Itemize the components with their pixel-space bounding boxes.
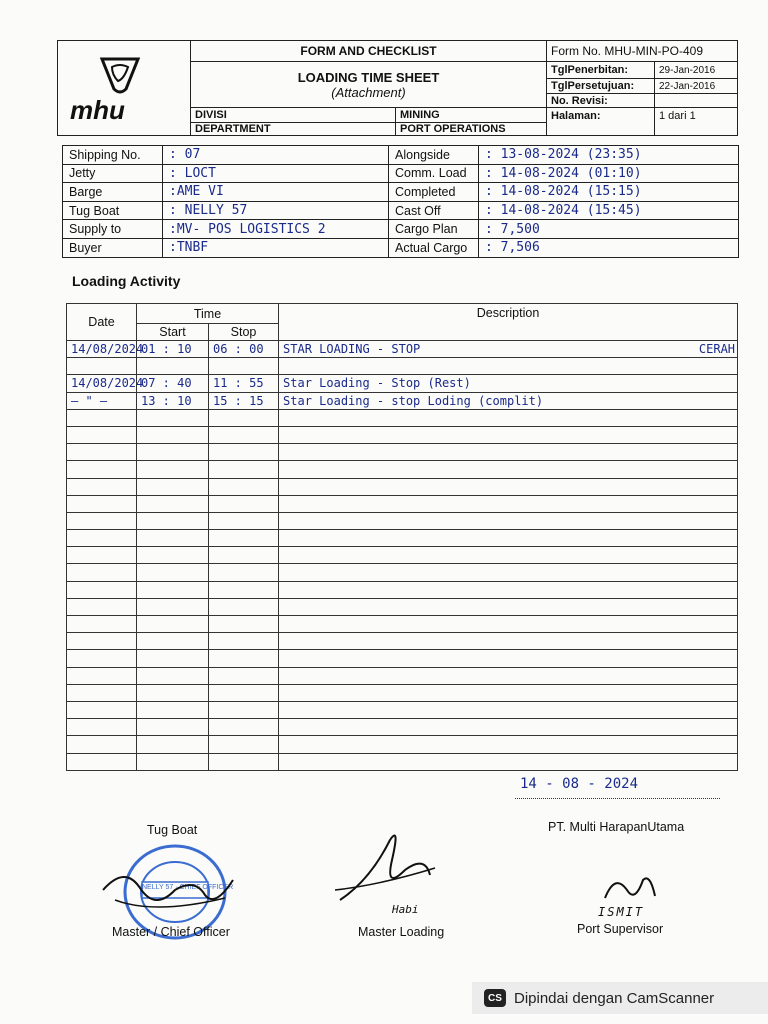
table-row	[67, 375, 738, 392]
info-right-label: Alongside	[389, 146, 479, 165]
table-row	[67, 426, 738, 443]
activity-start-cell	[137, 495, 209, 512]
activity-date-cell	[67, 684, 137, 701]
activity-start-cell	[137, 633, 209, 650]
activity-stop-cell	[209, 581, 279, 598]
table-row	[67, 598, 738, 615]
info-row	[63, 164, 739, 183]
activity-date-cell: 14/08/2024	[67, 341, 137, 358]
divisi-label: DIVISI	[195, 109, 227, 121]
activity-date-cell	[67, 512, 137, 529]
info-right-label: Completed	[389, 183, 479, 202]
divisi-dept-labels	[191, 108, 396, 136]
info-row	[63, 146, 739, 165]
activity-stop-cell	[209, 426, 279, 443]
activity-date-cell	[67, 650, 137, 667]
info-right-value: : 7,506	[479, 238, 739, 257]
department-label: DEPARTMENT	[191, 122, 395, 135]
stamp-text: NELLY 57 · CHIEF OFFICER	[142, 884, 234, 891]
activity-description-cell	[279, 358, 738, 375]
info-right-label: Comm. Load	[389, 164, 479, 183]
activity-stop-cell	[209, 461, 279, 478]
activity-description-cell	[279, 341, 738, 358]
form-number: Form No. MHU-MIN-PO-409	[547, 41, 738, 62]
table-row	[67, 564, 738, 581]
halaman-value: 1 dari 1	[655, 108, 738, 136]
activity-start-cell	[137, 547, 209, 564]
port-supervisor-label: Port Supervisor	[577, 922, 664, 936]
activity-description-cell	[279, 461, 738, 478]
tgl-persetujuan-value: 22-Jan-2016	[655, 79, 738, 94]
activity-stop-cell	[209, 736, 279, 753]
activity-note-text: CERAH	[698, 342, 736, 357]
activity-description-cell	[279, 547, 738, 564]
table-row	[67, 341, 738, 358]
activity-description-cell	[279, 753, 738, 770]
tgl-penerbitan-value: 29-Jan-2016	[655, 62, 738, 79]
sheet-title: LOADING TIME SHEET	[297, 69, 440, 85]
activity-date-cell	[67, 530, 137, 547]
activity-stop-cell	[209, 650, 279, 667]
loading-activity-title: Loading Activity	[72, 273, 181, 289]
activity-date-cell	[67, 667, 137, 684]
activity-date-cell	[67, 409, 137, 426]
info-left-value: :AME VI	[163, 183, 389, 202]
table-row	[67, 478, 738, 495]
activity-stop-cell	[209, 633, 279, 650]
activity-date-cell	[67, 736, 137, 753]
table-row	[67, 616, 738, 633]
table-row	[67, 719, 738, 736]
activity-description-cell	[279, 426, 738, 443]
activity-description-cell	[279, 598, 738, 615]
table-row	[67, 358, 738, 375]
info-left-label: Tug Boat	[63, 201, 163, 220]
activity-date-cell	[67, 598, 137, 615]
camscanner-text: Dipindai dengan CamScanner	[514, 989, 715, 1007]
activity-description-cell	[279, 719, 738, 736]
camscanner-watermark	[472, 982, 768, 1014]
col-stop-header: Stop	[209, 324, 279, 341]
activity-stop-cell	[209, 684, 279, 701]
signature-date: 14 - 08 - 2024	[520, 776, 639, 792]
table-row	[67, 753, 738, 770]
activity-description-cell	[279, 564, 738, 581]
activity-description-text: Star Loading - Stop (Rest)	[283, 376, 471, 391]
info-row	[63, 220, 739, 239]
activity-start-cell	[137, 616, 209, 633]
table-row	[67, 530, 738, 547]
activity-stop-cell	[209, 478, 279, 495]
col-time-header: Time	[137, 304, 279, 324]
activity-date-cell	[67, 444, 137, 461]
activity-start-cell	[137, 461, 209, 478]
col-date-header: Date	[67, 304, 137, 341]
department-value: PORT OPERATIONS	[396, 122, 546, 135]
activity-start-cell	[137, 409, 209, 426]
activity-stop-cell	[209, 667, 279, 684]
activity-stop-cell	[209, 530, 279, 547]
sheet-title-cell	[191, 62, 547, 108]
info-left-value: : 07	[163, 146, 389, 165]
activity-date-cell	[67, 753, 137, 770]
activity-stop-cell	[209, 444, 279, 461]
logo-cell	[58, 41, 191, 136]
activity-description-cell	[279, 409, 738, 426]
divisi-value: MINING	[400, 109, 440, 121]
activity-date-cell	[67, 633, 137, 650]
activity-stop-cell	[209, 719, 279, 736]
table-row	[67, 444, 738, 461]
activity-stop-cell: 15 : 15	[209, 392, 279, 409]
activity-date-cell	[67, 616, 137, 633]
table-row	[67, 701, 738, 718]
port-supervisor-signature	[595, 868, 665, 908]
activity-description-text: Star Loading - stop Loding (complit)	[283, 393, 544, 408]
info-left-label: Buyer	[63, 238, 163, 257]
info-left-value: : LOCT	[163, 164, 389, 183]
activity-stop-cell	[209, 564, 279, 581]
form-title: FORM AND CHECKLIST	[191, 41, 547, 62]
table-row	[67, 461, 738, 478]
col-description-header: Description	[279, 304, 738, 341]
company-label: PT. Multi HarapanUtama	[548, 820, 685, 834]
table-row	[67, 667, 738, 684]
info-right-value: : 14-08-2024 (01:10)	[479, 164, 739, 183]
activity-description-cell	[279, 375, 738, 392]
table-row	[67, 512, 738, 529]
activity-date-cell: 14/08/2024	[67, 375, 137, 392]
no-revisi-value	[655, 94, 738, 108]
activity-stop-cell	[209, 616, 279, 633]
activity-start-cell: 07 : 40	[137, 375, 209, 392]
table-row	[67, 547, 738, 564]
info-right-label: Cast Off	[389, 201, 479, 220]
form-header	[57, 40, 738, 136]
activity-start-cell: 01 : 10	[137, 341, 209, 358]
halaman-label: Halaman:	[547, 108, 655, 136]
table-row	[67, 650, 738, 667]
info-left-label: Shipping No.	[63, 146, 163, 165]
activity-stop-cell	[209, 598, 279, 615]
activity-start-cell	[137, 719, 209, 736]
info-left-value: : NELLY 57	[163, 201, 389, 220]
activity-description-cell	[279, 512, 738, 529]
activity-stop-cell	[209, 701, 279, 718]
master-loading-name: Habi	[392, 903, 419, 916]
activity-description-cell	[279, 684, 738, 701]
activity-stop-cell	[209, 547, 279, 564]
info-left-value: :TNBF	[163, 238, 389, 257]
activity-date-cell	[67, 581, 137, 598]
tgl-persetujuan-label: TglPersetujuan:	[547, 79, 655, 94]
activity-description-cell	[279, 392, 738, 409]
shipment-info-table	[62, 145, 739, 258]
activity-start-cell: 13 : 10	[137, 392, 209, 409]
activity-start-cell	[137, 426, 209, 443]
activity-start-cell	[137, 564, 209, 581]
activity-description-cell	[279, 633, 738, 650]
activity-date-cell: — " —	[67, 392, 137, 409]
signature-date-line	[515, 798, 720, 799]
divisi-dept-values	[396, 108, 547, 136]
info-left-value: :MV- POS LOGISTICS 2	[163, 220, 389, 239]
table-row	[67, 409, 738, 426]
info-right-value: : 14-08-2024 (15:15)	[479, 183, 739, 202]
activity-date-cell	[67, 495, 137, 512]
activity-start-cell	[137, 753, 209, 770]
activity-description-cell	[279, 444, 738, 461]
no-revisi-label: No. Revisi:	[547, 94, 655, 108]
table-row	[67, 684, 738, 701]
activity-start-cell	[137, 667, 209, 684]
port-supervisor-name: ISMIT	[598, 905, 645, 919]
activity-date-cell	[67, 547, 137, 564]
activity-stop-cell: 11 : 55	[209, 375, 279, 392]
activity-start-cell	[137, 530, 209, 547]
info-row	[63, 183, 739, 202]
activity-description-cell	[279, 701, 738, 718]
info-left-label: Supply to	[63, 220, 163, 239]
activity-start-cell	[137, 444, 209, 461]
activity-description-cell	[279, 581, 738, 598]
activity-start-cell	[137, 650, 209, 667]
activity-description-cell	[279, 530, 738, 547]
master-loading-signature	[330, 820, 440, 920]
tug-boat-label: Tug Boat	[147, 823, 198, 837]
activity-description-cell	[279, 650, 738, 667]
mhu-logo-icon	[98, 53, 142, 95]
activity-date-cell	[67, 461, 137, 478]
activity-start-cell	[137, 581, 209, 598]
camscanner-icon: CS	[484, 989, 506, 1007]
master-chief-officer-label: Master / Chief Officer	[112, 925, 230, 939]
activity-date-cell	[67, 701, 137, 718]
table-row	[67, 633, 738, 650]
activity-date-cell	[67, 358, 137, 375]
info-right-label: Cargo Plan	[389, 220, 479, 239]
info-left-label: Barge	[63, 183, 163, 202]
activity-stop-cell	[209, 495, 279, 512]
loading-activity-table	[66, 303, 738, 771]
activity-description-cell	[279, 736, 738, 753]
info-row	[63, 201, 739, 220]
table-row	[67, 392, 738, 409]
activity-start-cell	[137, 478, 209, 495]
info-row	[63, 238, 739, 257]
activity-start-cell	[137, 512, 209, 529]
tgl-penerbitan-label: TglPenerbitan:	[547, 62, 655, 79]
activity-description-cell	[279, 478, 738, 495]
info-right-value: : 14-08-2024 (15:45)	[479, 201, 739, 220]
activity-description-cell	[279, 667, 738, 684]
activity-stop-cell	[209, 358, 279, 375]
activity-start-cell	[137, 598, 209, 615]
activity-start-cell	[137, 358, 209, 375]
info-left-label: Jetty	[63, 164, 163, 183]
mhu-logo-text: mhu	[70, 95, 125, 125]
activity-stop-cell	[209, 512, 279, 529]
activity-stop-cell: 06 : 00	[209, 341, 279, 358]
activity-date-cell	[67, 719, 137, 736]
activity-description-cell	[279, 495, 738, 512]
sheet-subtitle: (Attachment)	[331, 84, 406, 100]
info-right-value: : 13-08-2024 (23:35)	[479, 146, 739, 165]
activity-stop-cell	[209, 753, 279, 770]
activity-date-cell	[67, 564, 137, 581]
table-row	[67, 581, 738, 598]
activity-start-cell	[137, 736, 209, 753]
activity-start-cell	[137, 684, 209, 701]
info-right-label: Actual Cargo	[389, 238, 479, 257]
activity-description-text: STAR LOADING - STOP	[283, 342, 421, 357]
activity-stop-cell	[209, 409, 279, 426]
table-row	[67, 736, 738, 753]
info-right-value: : 7,500	[479, 220, 739, 239]
activity-description-cell	[279, 616, 738, 633]
activity-date-cell	[67, 426, 137, 443]
col-start-header: Start	[137, 324, 209, 341]
activity-date-cell	[67, 478, 137, 495]
master-signature	[95, 860, 245, 920]
table-row	[67, 495, 738, 512]
activity-start-cell	[137, 701, 209, 718]
master-loading-label: Master Loading	[358, 925, 445, 939]
